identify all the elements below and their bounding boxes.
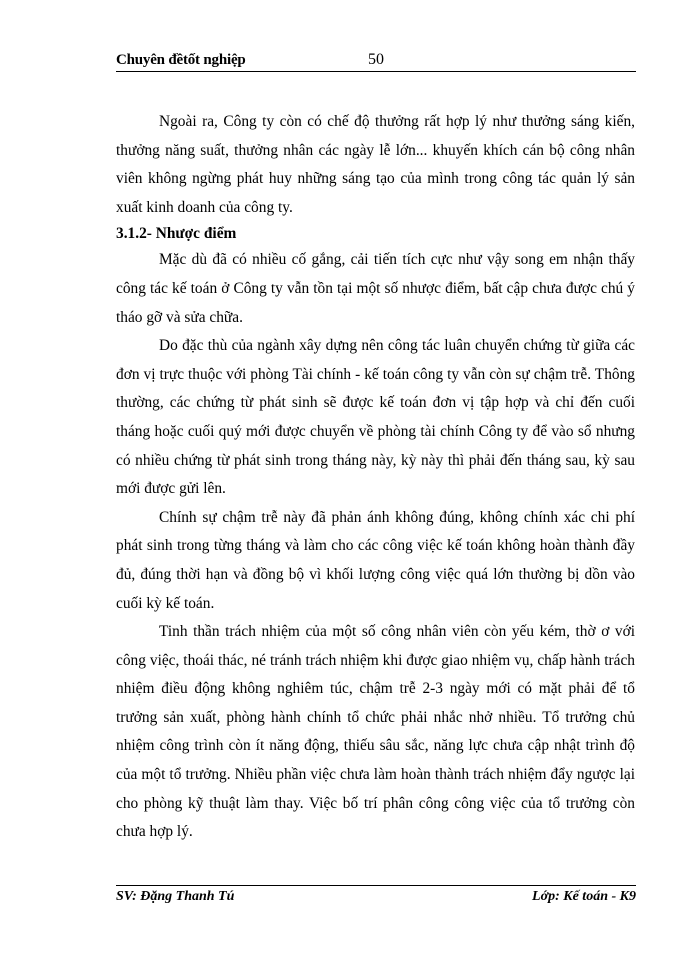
header-divider — [116, 71, 636, 72]
paragraph-document-delay: Do đặc thù của ngành xây dựng nên công tác luân chuyển chứng từ giữa các đơn vị trực thuộc với phòng Tài chính - kế toán công ty vẫn còn sự chậm trễ. Thông thường, các chứng từ phát sinh sẽ được kế toán đơn vị tập hợp và chỉ đến cuối tháng hoặc cuối quý mới được chuyển về phòng tài chính Công ty để vào sổ nhưng có nhiều chứng từ phát sinh trong tháng này, kỳ này thì phải đến tháng sau, kỳ sau mới được gửi lên. — [116, 337, 635, 498]
document-title: Chuyên đềtốt nghiệp — [116, 52, 246, 68]
paragraph-rewards: Ngoài ra, Công ty còn có chế độ thưởng rất hợp lý như thưởng sáng kiến, thưởng năng suất, thưởng nhân các ngày lễ lớn... khuyến khích cán bộ công nhân viên không ngừng phát huy những sáng tạo của mình trong công tác quản lý sản xuất kinh doanh của công ty. — [116, 113, 635, 216]
page-body — [116, 108, 635, 847]
footer-class-name: Lớp: Kế toán - K9 — [532, 889, 636, 904]
paragraph-weaknesses-intro: Mặc dù đã có nhiều cố gắng, cải tiến tích cực như vậy song em nhận thấy công tác kế toán ở Công ty vẫn tồn tại một số nhược điểm, bất cập chưa được chú ý tháo gỡ và sửa chữa. — [116, 251, 635, 326]
paragraph-delay-impact: Chính sự chậm trễ này đã phản ánh không đúng, không chính xác chi phí phát sinh trong từng tháng và làm cho các công việc kế toán không hoàn thành đầy đủ, đúng thời hạn và đồng bộ vì khối lượng công việc quá lớn thường bị dồn vào cuối kỳ kế toán. — [116, 508, 635, 612]
paragraph-staff-responsibility: Tinh thần trách nhiệm của một số công nhân viên còn yếu kém, thờ ơ với công việc, thoái thác, né tránh trách nhiệm khi được giao nhiệm vụ, chấp hành trách nhiệm điều động không nghiêm túc, chậm trễ 2-3 ngày mới có mặt phải để tổ trưởng sản xuất, phòng hành chính tổ chức phải nhắc nhở nhiều. Tổ trưởng chủ nhiệm công trình còn ít năng động, thiếu sâu sắc, năng lực chưa cập nhật trình độ của một tổ trưởng. Nhiều phần việc chưa làm hoàn thành trách nhiệm đẩy ngược lại cho phòng kỹ thuật làm thay. Việc bố trí phân công công việc của tổ trưởng còn chưa hợp lý. — [116, 623, 635, 841]
page-header — [116, 49, 636, 73]
footer-student-name: SV: Đặng Thanh Tú — [116, 889, 235, 904]
footer-divider — [116, 885, 636, 886]
section-heading: 3.1.2- Nhược điểm — [116, 225, 237, 243]
page-number: 50 — [368, 51, 384, 68]
